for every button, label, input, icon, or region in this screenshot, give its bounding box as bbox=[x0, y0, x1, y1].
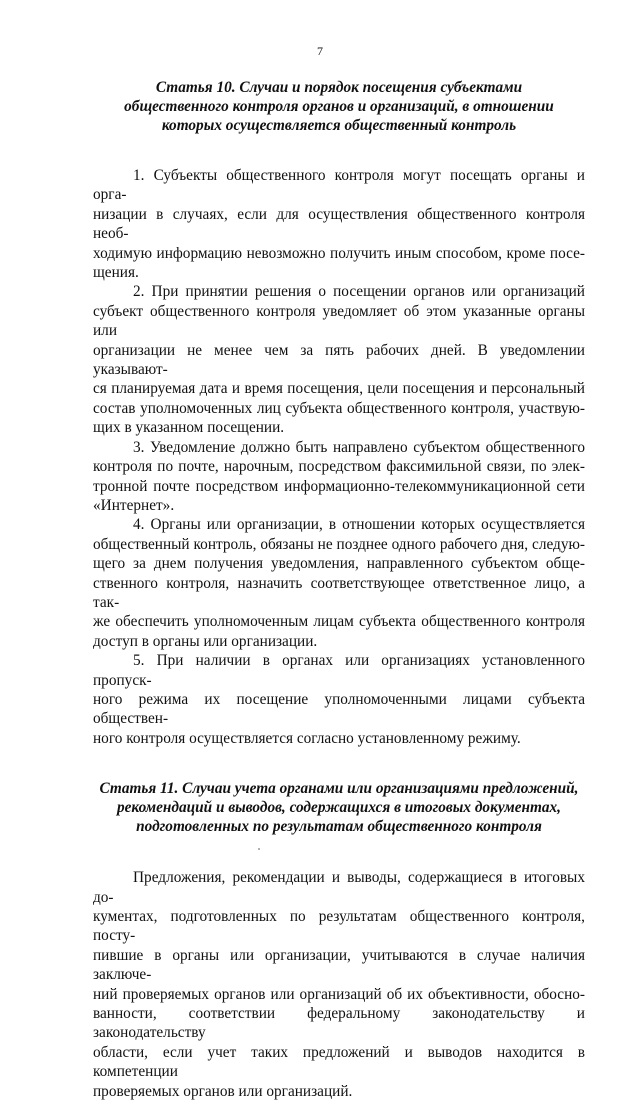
text-line: ного контроля осуществляется согласно установленному режиму. bbox=[93, 729, 521, 747]
text-line: контроля по почте, нарочным, посредством факсимильной связи, по элек- bbox=[93, 458, 585, 476]
article-10-paragraph-5 bbox=[93, 651, 585, 748]
article-10-paragraph-2 bbox=[93, 282, 585, 437]
text-line: «Интернет». bbox=[93, 496, 175, 514]
text-line: Предложения, рекомендации и выводы, содержащиеся в итоговых до- bbox=[93, 869, 585, 906]
article-11-title-line: Статья 11. Случаи учета органами или организациями предложений, bbox=[99, 780, 579, 798]
text-line: 3. Уведомление должно быть направлено субъектом общественного bbox=[133, 438, 585, 456]
text-line: ся планируемая дата и время посещения, цели посещения и персональный bbox=[93, 380, 585, 398]
text-line: пившие в органы или организации, учитываются в случае наличия заключе- bbox=[93, 946, 585, 984]
text-line: ний проверяемых органов или организаций об их объективности, обосно- bbox=[93, 985, 585, 1003]
text-line: общественный контроль, обязаны не позднее одного рабочего дня, следую- bbox=[93, 535, 585, 553]
text-line: ванности, соответствии федеральному законодательству и законодательству bbox=[93, 1005, 585, 1042]
text-line: субъект общественного контроля уведомляет об этом указанные органы или bbox=[93, 302, 585, 340]
article-11-body bbox=[93, 868, 585, 1101]
text-line: 2. При принятии решения о посещении органов или организаций bbox=[133, 283, 585, 301]
text-line: 4. Органы или организации, в отношении которых осуществляется bbox=[133, 516, 585, 534]
text-line: 1. Субъекты общественного контроля могут посещать органы и орга- bbox=[93, 167, 585, 204]
text-line: низации в случаях, если для осуществления общественного контроля необ- bbox=[93, 205, 585, 243]
text-line: организации не менее чем за пять рабочих дней. В уведомлении указывают- bbox=[93, 341, 585, 379]
article-10-body bbox=[93, 166, 585, 748]
text-line: доступ в органы или организации. bbox=[93, 632, 318, 650]
text-line: щих в указанном посещении. bbox=[93, 419, 285, 437]
text-line: тронной почте посредством информационно-телекоммуникационной сети bbox=[93, 477, 585, 495]
article-11-paragraph-1 bbox=[93, 868, 585, 1101]
article-10-title bbox=[93, 78, 585, 135]
text-line: ственного контроля, назначить соответствующее ответственное лицо, а так- bbox=[93, 574, 585, 611]
article-10-title-line: Статья 10. Случаи и порядок посещения субъектами bbox=[155, 79, 523, 96]
article-10-paragraph-1 bbox=[93, 166, 585, 282]
scan-speck bbox=[258, 848, 260, 850]
text-line: щего за днем получения уведомления, направленного субъектом обще- bbox=[93, 555, 585, 573]
text-line: же обеспечить уполномоченным лицам субъекта общественного контроля bbox=[93, 613, 585, 631]
text-line: кументах, подготовленных по результатам общественного контроля, посту- bbox=[93, 908, 585, 945]
article-11-title bbox=[93, 779, 585, 836]
article-10-title-line: которых осуществляется общественный контроль bbox=[161, 117, 517, 134]
article-10-paragraph-3 bbox=[93, 438, 585, 516]
article-11-title-line: рекомендаций и выводов, содержащихся в итоговых документах, bbox=[116, 799, 562, 817]
text-line: состав уполномоченных лиц субъекта общественного контроля, участвую- bbox=[93, 399, 585, 417]
text-line: ного режима их посещение уполномоченными лицами субъекта обществен- bbox=[93, 690, 585, 728]
text-line: области, если учет таких предложений и выводов находится в компетенции bbox=[93, 1043, 585, 1081]
page-number: 7 bbox=[317, 44, 323, 58]
article-11-title-line: подготовленных по результатам общественного контроля bbox=[136, 818, 542, 836]
text-line: щения. bbox=[93, 264, 139, 282]
article-10-paragraph-4 bbox=[93, 515, 585, 651]
text-line: проверяемых органов или организаций. bbox=[93, 1082, 353, 1100]
article-10-title-line: общественного контроля органов и организаций, в отношении bbox=[124, 98, 554, 115]
text-line: ходимую информацию невозможно получить иным способом, кроме посе- bbox=[93, 244, 585, 262]
text-line: 5. При наличии в органах или организациях установленного пропуск- bbox=[93, 652, 585, 689]
page-content bbox=[93, 78, 585, 1101]
